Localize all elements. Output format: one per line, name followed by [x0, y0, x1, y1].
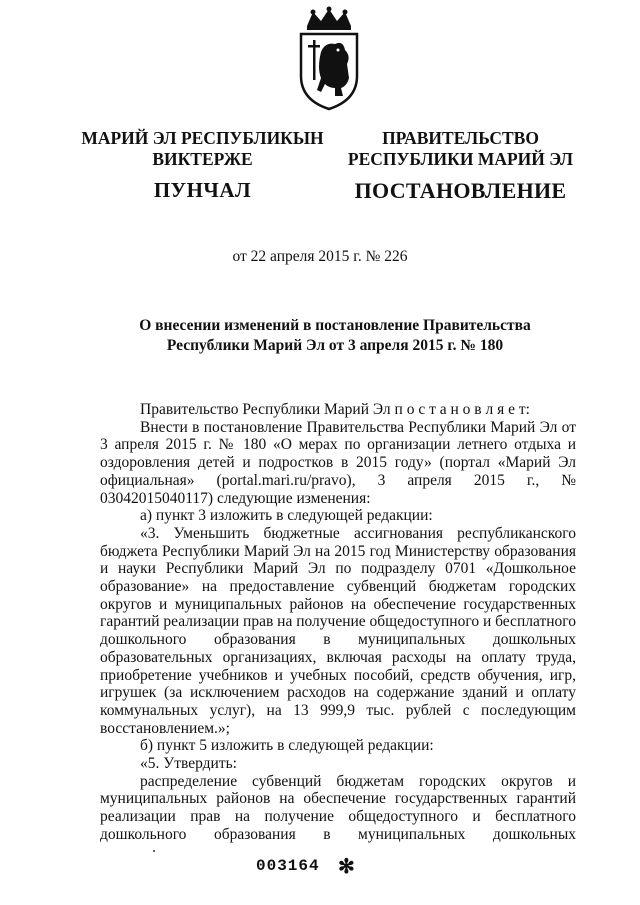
title-line2: Республики Марий Эл от 3 апреля 2015 г. № 180 — [166, 337, 504, 354]
header-left-doc-type: ПУНЧАЛ — [153, 178, 252, 202]
body-paragraph-3: а) пункт 3 изложить в следующей редакции: — [140, 507, 433, 525]
body-paragraph-6: «5. Утвердить: — [140, 755, 237, 773]
header-right-doc-type: ПОСТАНОВЛЕНИЕ — [354, 178, 567, 203]
document-body — [100, 401, 576, 844]
serial-number: 003164 — [256, 857, 320, 875]
body-paragraph-1: Правительство Республики Марий Эл п о с т а н о в л я е т: — [140, 401, 530, 418]
body-paragraph-5: б) пункт 5 изложить в следующей редакции: — [140, 737, 434, 755]
header-left — [70, 128, 335, 201]
header-right — [338, 128, 583, 201]
scan-speck — [153, 850, 155, 852]
body-paragraph-2: Внести в постановление Правительства Республики Марий Эл от 3 апреля 2015 г. № 180 «О мерах по организации летнего отдыха и оздоровления детей и подростков в 2015 году» (портал «Марий Эл официальная» (portal.mari.ru/pravo), 3 апреля 2015 г., № 03042015040117) следующие изменения: — [100, 418, 576, 507]
serial-mark-icon: ✻ — [338, 856, 355, 878]
body-paragraph-7: распределение субвенций бюджетам городских округов и муниципальных районов на обеспечение государственных гарантий реализации прав на получение общедоступного и бесплатного дошкольного образования в муниципальных дошкольных — [100, 772, 576, 843]
header-right-line1: ПРАВИТЕЛЬСТВО — [382, 128, 539, 148]
coat-of-arms-emblem — [291, 6, 367, 112]
body-paragraph-4: «3. Уменьшить бюджетные ассигнования республиканского бюджета Республики Марий Эл на 2015 год Министерству образования и науки Республики Марий Эл по подразделу 0701 «Дошкольное образование» на предоставление субвенций бюджетам городских округов и муниципальных районов на обеспечение государственных гарантий реализации прав на получение общедоступного и бесплатного дошкольного образования в муниципальных дошкольных образовательных организациях, включая расходы на оплату труда, приобретение учебников и учебных пособий, средств обучения, игр, игрушек (за исключением расходов на содержание зданий и оплату коммунальных услуг), на 13 999,9 тыс. рублей с последующим восстановлением.»; — [100, 524, 576, 737]
title-line1: О внесении изменений в постановление Правительства — [139, 317, 531, 334]
header-left-line1: МАРИЙ ЭЛ РЕСПУБЛИКЫН — [81, 128, 324, 148]
header-right-line2: РЕСПУБЛИКИ МАРИЙ ЭЛ — [347, 149, 574, 169]
header-left-line2: ВИКТЕРЖЕ — [152, 149, 253, 169]
document-title — [90, 316, 580, 356]
date-number-line: от 22 апреля 2015 г. № 226 — [232, 248, 408, 265]
